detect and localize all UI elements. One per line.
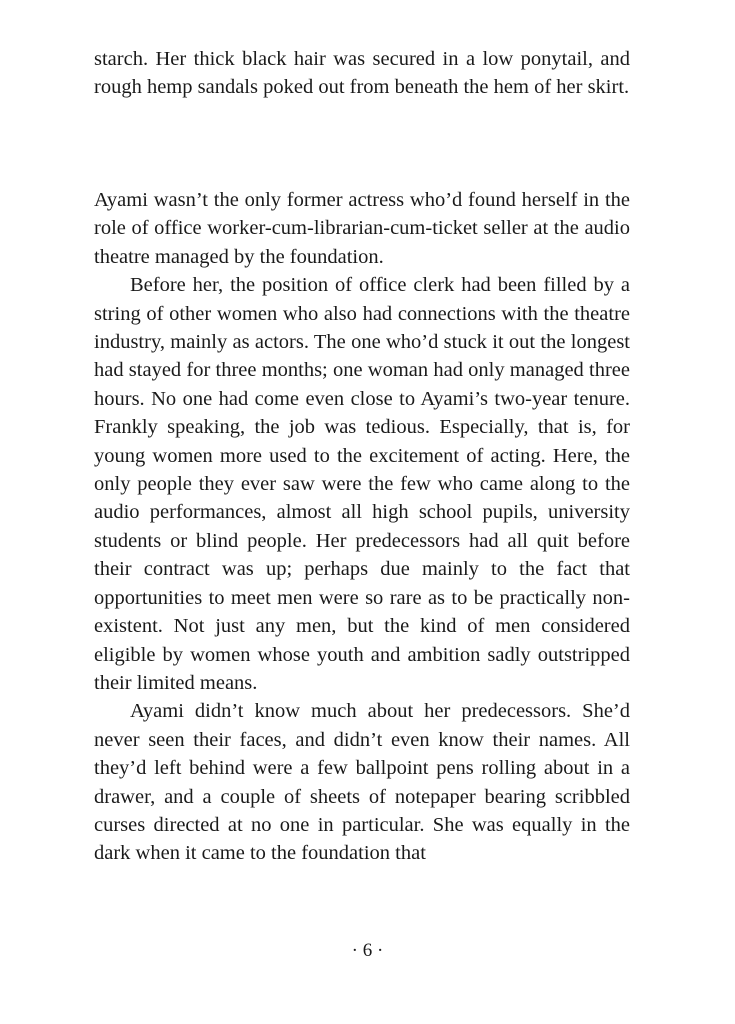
paragraph: starch. Her thick black hair was secured in a low ponytail, and rough hemp sandals poked out from beneath the hem of her skirt. <box>94 48 630 99</box>
page-number: · 6 · <box>351 940 384 961</box>
text-block-main <box>94 186 630 868</box>
paragraph: Ayami wasn’t the only former actress who’d found herself in the role of office worker-cum-librarian-cum-ticket seller at the audio theatre managed by the foundation. <box>94 189 630 268</box>
paragraph: Before her, the position of office clerk had been filled by a string of other women who also had connections with the theatre industry, mainly as actors. The one who’d stuck it out the longest had stayed for three months; one woman had only managed three hours. No one had come even close to Ayami’s two-year tenure. Frankly speaking, the job was tedious. Especially, that is, for young women more used to the excitement of acting. Here, the only people they ever saw were the few who came along to the audio performances, almost all high school pupils, university students or blind people. Her predecessors had all quit before their contract was up; perhaps due mainly to the fact that opportunities to meet men were so rare as to be practically non-existent. Not just any men, but the kind of men considered eligible by women whose youth and ambition sadly outstripped their limited means. <box>94 274 630 694</box>
paragraph: Ayami didn’t know much about her predecessors. She’d never seen their faces, and didn’t even know their names. All they’d left behind were a few ballpoint pens rolling about in a drawer, and a couple of sheets of notepaper bearing scribbled curses directed at no one in particular. She was equally in the dark when it came to the foundation that <box>94 700 630 865</box>
text-block-top <box>94 45 630 102</box>
